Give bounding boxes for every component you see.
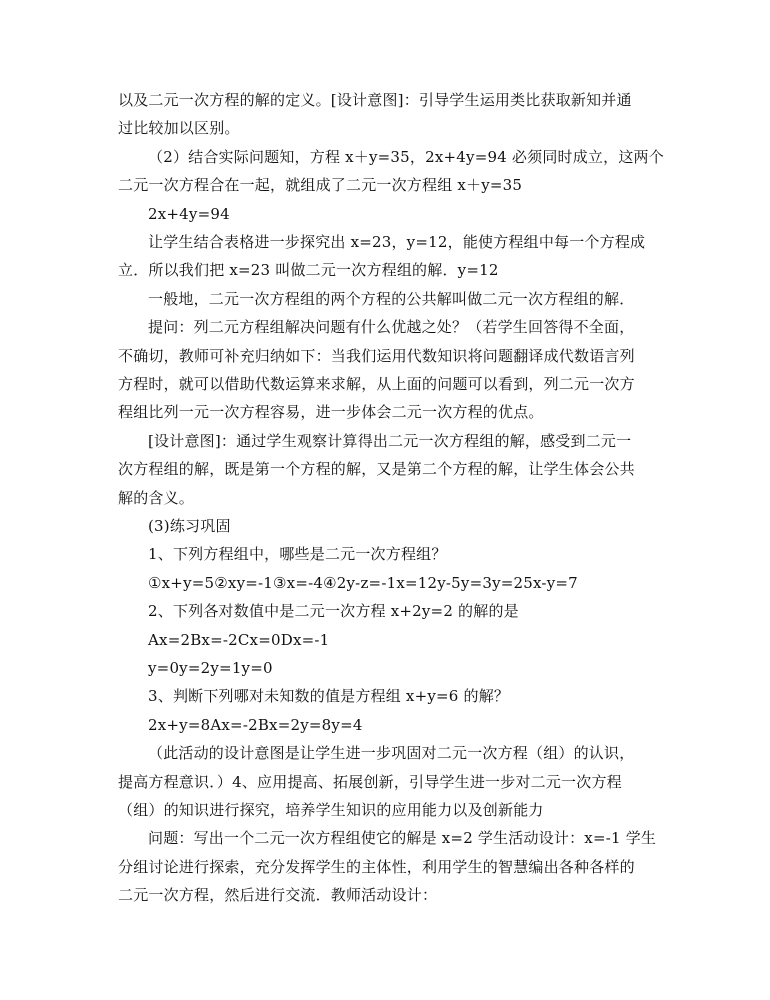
text-line-19: 2、下列各对数值中是二元一次方程 x+2y=2 的解的是 xyxy=(148,602,519,620)
text-line-20: Ax=2Bx=-2Cx=0Dx=-1 xyxy=(148,631,330,649)
text-line-27: 问题：写出一个二元一次方程组使它的解是 x=2 学生活动设计：x=-1 学生 xyxy=(148,829,657,847)
text-line-11: 方程时，就可以借助代数运算来求解，从上面的问题可以看到，列二元一次方 xyxy=(118,375,635,393)
text-line-21: y=0y=2y=1y=0 xyxy=(148,659,273,677)
text-line-1: 以及二元一次方程的解的定义。[设计意图]：引导学生运用类比获取新知并通 xyxy=(118,91,632,109)
text-line-5: 2x+4y=94 xyxy=(148,205,230,223)
text-line-10: 不确切，教师可补充归纳如下：当我们运用代数知识将问题翻译成代数语言列 xyxy=(118,347,635,365)
text-line-2: 过比较加以区别。 xyxy=(118,119,240,137)
text-line-3: （2）结合实际问题知，方程 x＋y=35，2x+4y=94 必须同时成立，这两个 xyxy=(148,148,664,166)
text-line-8: 一般地，二元一次方程组的两个方程的公共解叫做二元一次方程组的解． xyxy=(148,290,635,308)
text-line-14: 次方程组的解，既是第一个方程的解，又是第二个方程的解，让学生体会公共 xyxy=(118,460,635,478)
text-line-12: 程组比列一元一次方程容易，进一步体会二元一次方程的优点。 xyxy=(118,403,544,421)
text-line-24: （此活动的设计意图是让学生进一步巩固对二元一次方程（组）的认识， xyxy=(148,744,635,762)
text-line-15: 解的含义。 xyxy=(118,489,195,507)
text-line-22: 3、判断下列哪对未知数的值是方程组 x+y=6 的解？ xyxy=(148,687,510,705)
text-line-18: ①x+y=5②xy=-1③x=-4④2y-z=-1x=12y-5y=3y=25x-y=7 xyxy=(148,574,578,592)
text-line-23: 2x+y=8Ax=-2Bx=2y=8y=4 xyxy=(148,716,363,734)
text-line-6: 让学生结合表格进一步探究出 x=23，y=12，能使方程组中每一个方程成 xyxy=(148,233,646,251)
text-line-26: （组）的知识进行探究，培养学生知识的应用能力以及创新能力 xyxy=(118,801,544,819)
text-line-17: 1、下列方程组中，哪些是二元一次方程组？ xyxy=(148,545,447,563)
text-line-16: (3)练习巩固 xyxy=(148,517,231,535)
text-line-25: 提高方程意识．）4、应用提高、拓展创新，引导学生进一步对二元一次方程 xyxy=(118,773,622,791)
text-line-4: 二元一次方程合在一起，就组成了二元一次方程组 x＋y=35 xyxy=(118,176,523,194)
text-line-13: [设计意图]：通过学生观察计算得出二元一次方程组的解，感受到二元一 xyxy=(148,432,632,450)
text-line-29: 二元一次方程，然后进行交流．教师活动设计： xyxy=(118,886,438,904)
text-line-28: 分组讨论进行探索，充分发挥学生的主体性，利用学生的智慧编出各种各样的 xyxy=(118,858,635,876)
text-line-9: 提问：列二元方程组解决问题有什么优越之处？（若学生回答得不全面， xyxy=(148,318,635,336)
text-line-7: 立．所以我们把 x=23 叫做二元一次方程组的解．y=12 xyxy=(118,261,499,279)
